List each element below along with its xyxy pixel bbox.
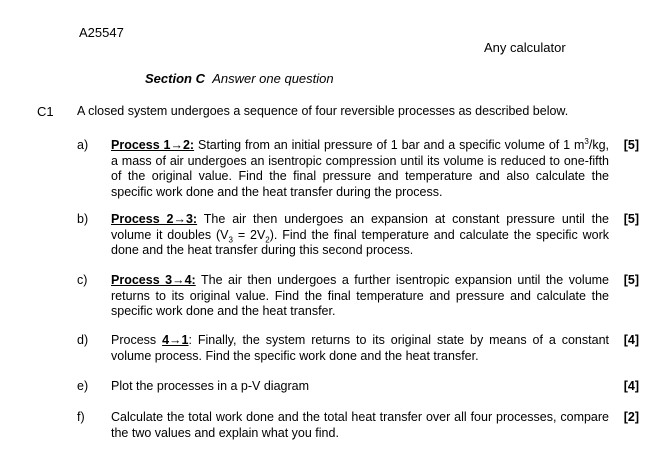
calculator-note: Any calculator: [484, 40, 566, 55]
part-letter: c): [77, 273, 88, 287]
part-text: Process 2→3: The air then undergoes an expansion at constant pressure until the volume it doubles $(V_3 = 2V_2)$. Find the final temperature and calculate the specific work done and the heat transfer during this second process.: [111, 212, 610, 257]
question-part-b: [77, 212, 647, 259]
part-marks: [5]: [623, 273, 639, 287]
section-heading: [145, 71, 334, 86]
process-title: Process 3→4:: [111, 273, 196, 287]
process-title: Process 1→2:: [111, 138, 195, 152]
part-letter: a): [77, 138, 89, 152]
process-title: Process 2→3:: [111, 212, 198, 226]
paper-code: A25547: [79, 25, 124, 40]
question-part-d: [77, 333, 647, 364]
part-text: Calculate the total work done and the total heat transfer over all four processes, compare the two values and explain what you find.: [111, 410, 609, 440]
part-letter: d): [77, 333, 89, 347]
part-letter: b): [77, 212, 89, 226]
part-marks: [5]: [623, 212, 639, 226]
part-marks: [4]: [623, 333, 639, 347]
part-marks: [2]: [623, 410, 639, 424]
question-part-f: [77, 410, 647, 441]
question-number: C1: [37, 104, 54, 119]
part-letter: e): [77, 379, 89, 393]
section-instruction: Answer one question: [212, 71, 334, 86]
question-part-a: [77, 138, 647, 200]
question-part-e: [77, 379, 647, 395]
part-letter: f): [77, 410, 85, 424]
process-title: 4→1: [162, 333, 189, 347]
part-marks: [5]: [623, 138, 639, 152]
section-label: Section C: [145, 71, 205, 86]
question-part-c: [77, 273, 647, 320]
part-marks: [4]: [623, 379, 639, 393]
part-text: Process 4→1: Finally, the system returns to its original state by means of a constant volume process. Find the specific work done and the heat transfer.: [111, 333, 609, 363]
question-intro: A closed system undergoes a sequence of four reversible processes as described below.: [77, 104, 569, 118]
part-text: Plot the processes in a p-V diagram: [111, 379, 310, 393]
part-text: Process 3→4: The air then undergoes a further isentropic expansion until the volume returns to its original value. Find the final temperature and pressure and calculate the specific work done and the heat transfer.: [111, 273, 610, 318]
part-text: Process 1→2: Starting from an initial pressure of 1 bar and a specific volume of 1 $m^3/kg$, a mass of air undergoes an isentropic compression until its volume is reduced to one-fifth of the original value. Find the final pressure and temperature and also calculate the specific work done and the heat transfer during the process.: [111, 136, 609, 199]
